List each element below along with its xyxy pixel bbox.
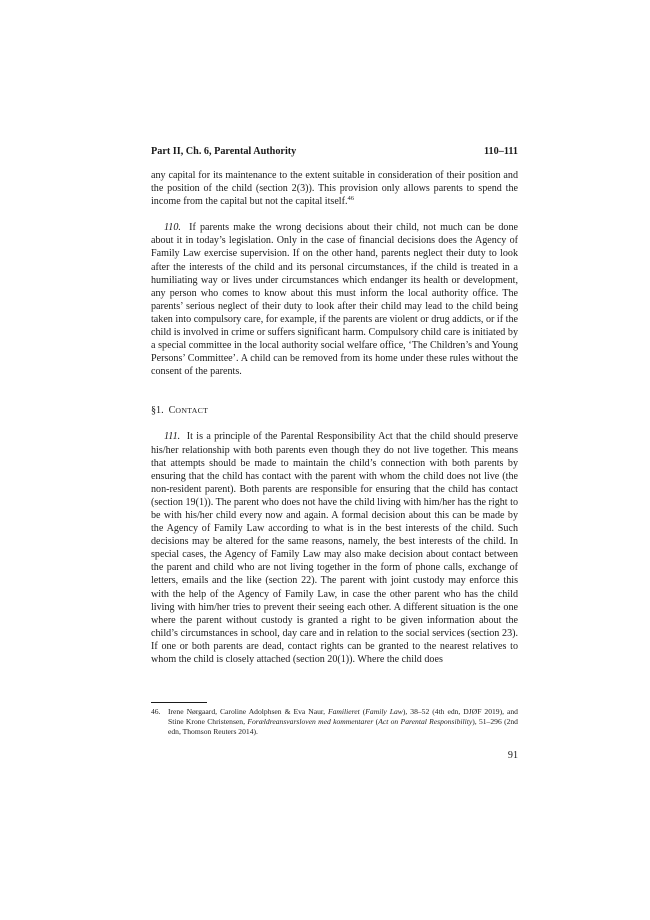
- page-number: 91: [507, 750, 518, 761]
- footnote-text: [168, 707, 518, 736]
- footnote-title-foraeldreansvarsloven: Forældreansvarsloven med kommentarer: [247, 716, 374, 726]
- section-title-rest: ONTACT: [175, 406, 209, 416]
- footnote-sep-2: (: [373, 716, 379, 726]
- section-heading-contact: [151, 404, 518, 417]
- continuation-paragraph: [151, 169, 518, 208]
- footnote-title-familieret: Familieret: [328, 707, 360, 716]
- footnote-title-act-on-parental-responsibility: Act on Parental Responsibility: [378, 716, 473, 726]
- footnote-title-family-law: Family Law: [365, 707, 403, 716]
- footnote-citation-1: ), 38–52 (4th edn, DJØF 2019), and Stine Krone Christensen,: [168, 707, 518, 726]
- footnote-number: 46.: [151, 707, 161, 716]
- footnote-citation-2: ), 51–296 (2nd edn, Thomson Reuters 2014).: [168, 716, 518, 736]
- footnote-rule: [151, 702, 207, 703]
- running-head: [151, 146, 518, 158]
- paragraph-110: [151, 221, 518, 378]
- running-head-paragraph-range: 110–111: [484, 146, 518, 157]
- section-title-initial: C: [168, 405, 176, 417]
- footnote-authors: Irene Nørgaard, Caroline Adolphsen & Eva Naur,: [168, 707, 328, 716]
- page-body: [151, 146, 518, 666]
- running-head-title: Part II, Ch. 6, Parental Authority: [151, 146, 297, 157]
- footnote-reference[interactable]: 46: [347, 195, 354, 203]
- paragraph-111-text: It is a principle of the Parental Responsibility Act that the child should preserve his/her relationship with both parents even though they do not live together. This means that attempts should be made to maintain the child’s connection with both parents by ensuring that the child has contact with the parent with whom the child does not live (the non-resident parent). Both parents are responsible for ensuring that the child has contact (section 19(1)). The parent who does not have the child living with him/her has the right to be with his/her child every now and again. A formal decision about this can be made by the Agency of Family Law according to what is in the best interests of the child. Such decisions may be altered for the same reasons, namely, the best interests of the child. In special cases, the Agency of Family Law may also make decision about contact between the parent and child who are not living together in the form of phone calls, exchange of letters, emails and the like (section 22). The parent with joint custody may enforce this with the help of the Agency of Family Law, in case the other parent who has the child living with him/her tries to prevent their seeing each other. A different situation is the one where the parent without custody is granted a right to be given information about the child’s circumstances in school, day care and in relation to the social services (section 23). If one or both parents are dead, contact rights can be granted to the nearest relatives to whom the child is closely attached (section 20(1)). Where the child does: [151, 431, 518, 665]
- continuation-paragraph-text: any capital for its maintenance to the extent suitable in consideration of their position and the position of the child (section 2(3)). This provision only allows parents to spend the income from the capital but not the capital itself.: [151, 170, 518, 208]
- section-number: §1.: [151, 405, 164, 417]
- paragraph-111-number: 111.: [164, 431, 181, 443]
- footnote-46: [151, 707, 518, 736]
- paragraph-110-text: If parents make the wrong decisions about their child, not much can be done about it in today’s legislation. Only in the case of financial decisions does the Agency of Family Law exercise supervision. If on the other hand, parents neglect their duty to look after the interests of the child and its personal circumstances, if the child is treated in a humiliating way or lives under circumstances which endanger its health or development, any person who comes to know about this must inform the local authority office. The parents’ serious neglect of their duty to look after their child may lead to the child being taken into compulsory care, for example, if the parents are violent or drug addicts, or if the child is involved in crime or suffers significant harm. Compulsory child care is initiated by a special committee in the local authority social welfare office, ‘The Children’s and Young Persons’ Committee’. A child can be removed from its home under these rules without the consent of the parents.: [151, 222, 519, 378]
- footnote-area: [151, 702, 518, 736]
- footnote-sep-1: (: [359, 707, 366, 716]
- paragraph-111: [151, 430, 518, 666]
- paragraph-110-number: 110.: [164, 222, 181, 234]
